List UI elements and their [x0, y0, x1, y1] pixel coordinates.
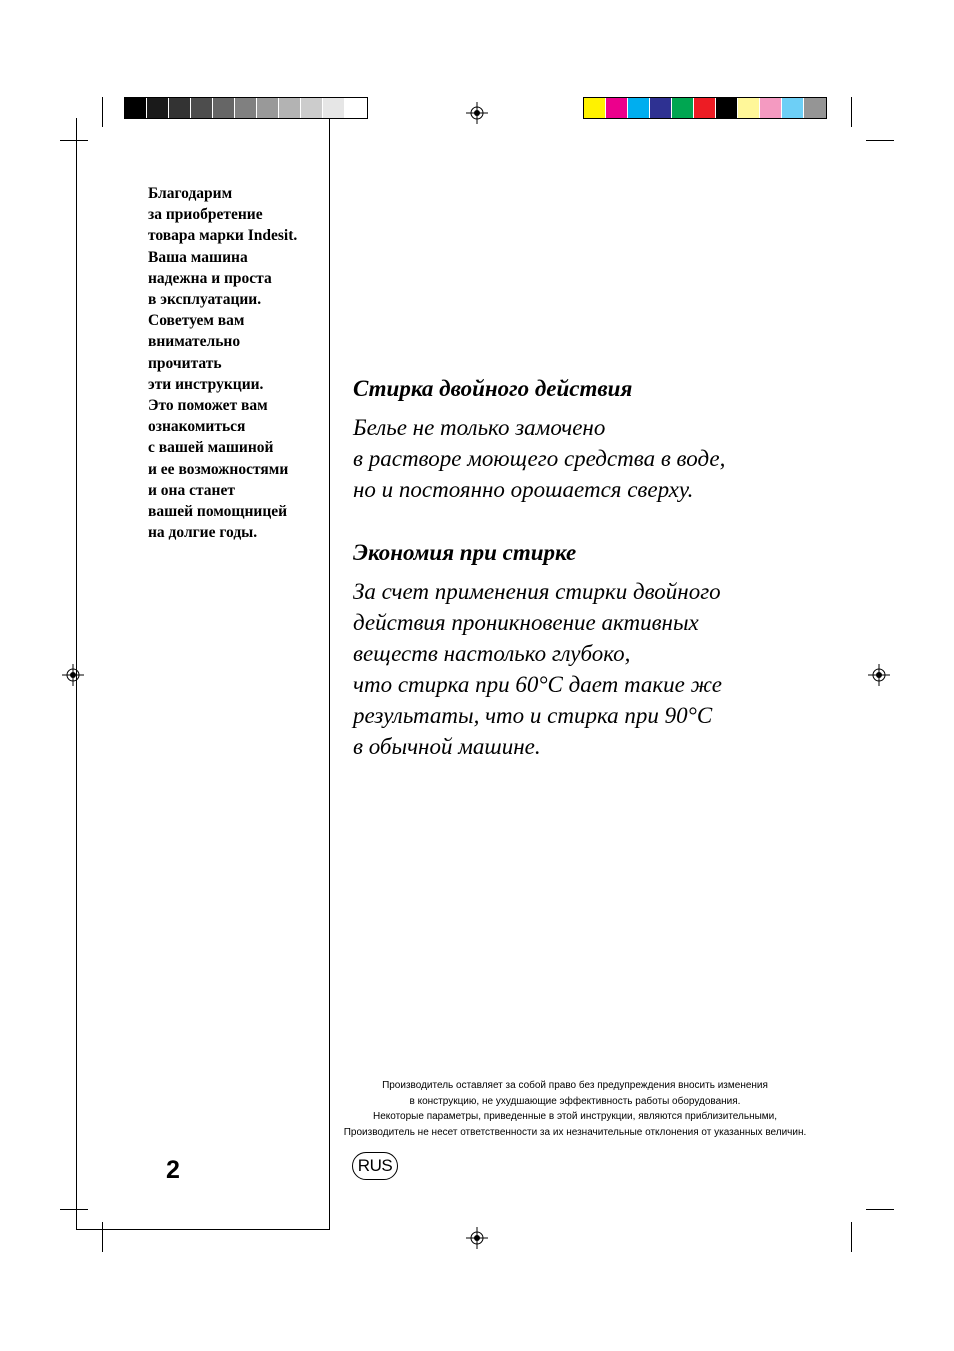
section-title: Экономия при стирке: [353, 540, 577, 565]
disclaimer-line: в конструкцию, не ухудшающие эффективность работы оборудования.: [409, 1095, 741, 1107]
color-swatch: [345, 98, 367, 118]
intro-line: прочитать: [148, 354, 222, 372]
color-swatch: [694, 98, 716, 118]
color-swatch: [191, 98, 213, 118]
color-swatch: [147, 98, 169, 118]
section-line: в растворе моющего средства в воде,: [353, 446, 726, 471]
registration-mark-bottom-icon: [466, 1227, 488, 1249]
color-swatch: [235, 98, 257, 118]
color-swatch: [584, 98, 606, 118]
section-line: За счет применения стирки двойного: [353, 579, 721, 604]
section-line: что стирка при 60°C дает такие же: [353, 672, 722, 697]
color-swatch: [301, 98, 323, 118]
color-swatch: [213, 98, 235, 118]
intro-line: ознакомиться: [148, 418, 246, 436]
section-line: веществ настолько глубоко,: [353, 641, 631, 666]
color-swatch: [716, 98, 738, 118]
section-line: в обычной машине.: [353, 734, 541, 759]
intro-text: [148, 183, 333, 543]
intro-line: и ее возможностями: [148, 460, 289, 478]
section-line: действия проникновение активных: [353, 610, 699, 635]
disclaimer: [330, 1078, 820, 1140]
intro-line: вашей помощницей: [148, 503, 288, 521]
disclaimer-line: Некоторые параметры, приведенные в этой инструкции, являются приблизительными,: [372, 1111, 778, 1123]
section-economy: [353, 538, 813, 762]
intro-line: Это поможет вам: [148, 397, 268, 415]
section-line: Белье не только замочено: [353, 415, 606, 440]
color-swatch: [125, 98, 147, 118]
intro-line: Благодарим: [148, 185, 233, 202]
section-line: результаты, что и стирка при 90°C: [353, 703, 713, 728]
registration-mark-top-icon: [466, 102, 488, 124]
intro-line: на долгие годы.: [148, 524, 258, 542]
disclaimer-line: Производитель не несет ответственности за их незначительные отклонения от указанных величин.: [343, 1126, 807, 1138]
section-line: но и постоянно орошается сверху.: [353, 477, 694, 502]
color-swatch: [606, 98, 628, 118]
intro-line: Советуем вам: [148, 312, 245, 330]
section-title: Стирка двойного действия: [353, 376, 633, 401]
intro-line: в эксплуатации.: [148, 291, 262, 309]
intro-line: внимательно: [148, 333, 241, 351]
intro-line: товара марки Indesit.: [148, 227, 298, 245]
intro-line: с вашей машиной: [148, 439, 274, 457]
intro-line: надежна и проста: [148, 269, 272, 287]
color-swatch: [782, 98, 804, 118]
intro-line: Ваша машина: [148, 248, 248, 266]
color-swatch: [279, 98, 301, 118]
color-swatch: [323, 98, 345, 118]
color-swatch: [804, 98, 826, 118]
disclaimer-line: Производитель оставляет за собой право без предупреждения вносить изменения: [382, 1080, 768, 1091]
intro-line: за приобретение: [148, 206, 263, 224]
color-swatch: [672, 98, 694, 118]
grayscale-color-bar: [124, 97, 368, 119]
color-swatch: [628, 98, 650, 118]
language-badge: RUS: [352, 1152, 398, 1180]
section-double-action: [353, 374, 813, 505]
color-swatch: [257, 98, 279, 118]
color-swatch: [760, 98, 782, 118]
color-swatch: [650, 98, 672, 118]
intro-line: и она станет: [148, 481, 235, 499]
color-swatch: [169, 98, 191, 118]
color-swatch: [738, 98, 760, 118]
page-number: 2: [166, 1156, 180, 1184]
intro-line: эти инструкции.: [148, 375, 264, 393]
registration-mark-right-icon: [868, 664, 890, 686]
process-color-bar: [583, 97, 827, 119]
